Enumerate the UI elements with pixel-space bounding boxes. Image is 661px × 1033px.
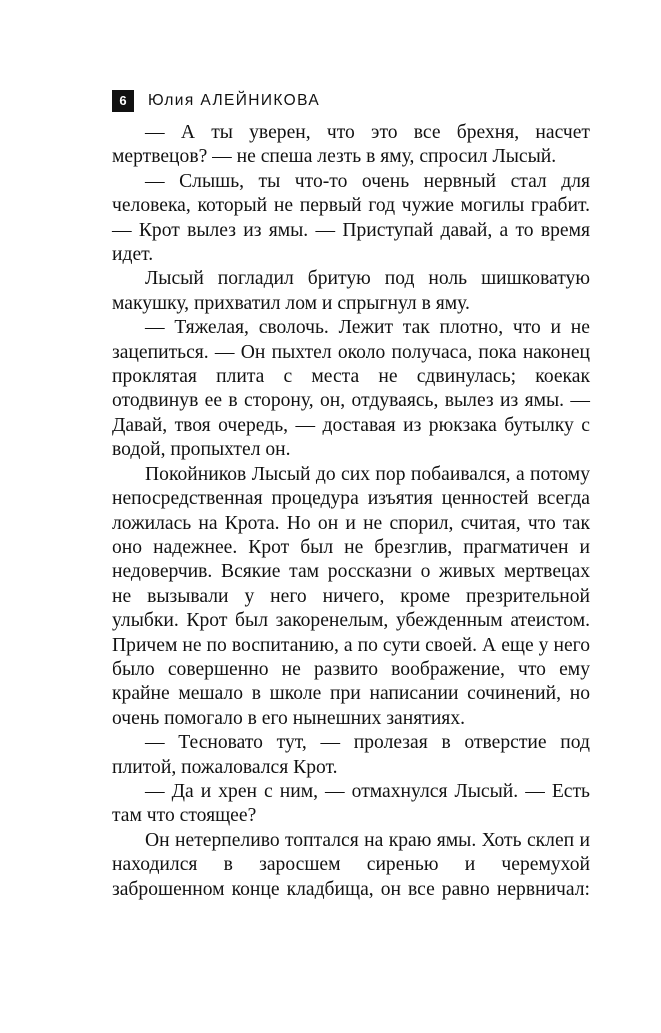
author-name: Юлия АЛЕЙНИКОВА	[148, 92, 321, 109]
running-head	[112, 88, 320, 114]
paragraph: — Тесновато тут, — пролезая в отверстие под плитой, пожаловался Крот.	[112, 732, 590, 778]
paragraph: — Тяжелая, сволочь. Лежит так плотно, что и не зацепиться. — Он пыхтел около получаса, пока наконец проклятая плита с места не сдвинулась; коекак отодвинув ее в сторону, он, отдуваясь, вылез из ямы. — Давай, твоя очередь, — доставая из рюкзака бутылку с водой, пропыхтел он.	[112, 317, 590, 461]
page-number-badge: 6	[112, 90, 134, 112]
body-text	[112, 121, 590, 902]
paragraph: — А ты уверен, что это все брехня, насчет мертвецов? — не спеша лезть в яму, спросил Лысый.	[112, 122, 590, 168]
paragraph: — Слышь, ты что-то очень нервный стал для человека, который не первый год чужие могилы грабит. — Крот вылез из ямы. — Приступай давай, а то время идет.	[112, 170, 590, 266]
paragraph: Лысый погладил бритую под ноль шишковатую макушку, прихватил лом и спрыгнул в яму.	[112, 268, 590, 314]
paragraph: Он нетерпеливо топтался на краю ямы. Хоть склеп и находился в заросшем сиренью и черемухой заброшенном конце кладбища, он все равно нервничал:	[112, 829, 590, 900]
paragraph: Покойников Лысый до сих пор побаивался, а потому непосредственная процедура изъятия ценностей всегда ложилась на Крота. Но он и не спорил, считая, что так оно надежнее. Крот был не брезглив, прагматичен и недоверчив. Всякие там россказни о живых мертвецах не вызывали у него ничего, кроме презрительной улыбки. Крот был закоренелым, убежденным атеистом. Причем не по воспитанию, а по сути своей. А еще у него было совершенно не развито воображение, что ему крайне мешало в школе при написании сочинений, но очень помогало в его нынешних занятиях.	[112, 463, 590, 729]
paragraph: — Да и хрен с ним, — отмахнулся Лысый. — Есть там что стоящее?	[112, 780, 590, 827]
